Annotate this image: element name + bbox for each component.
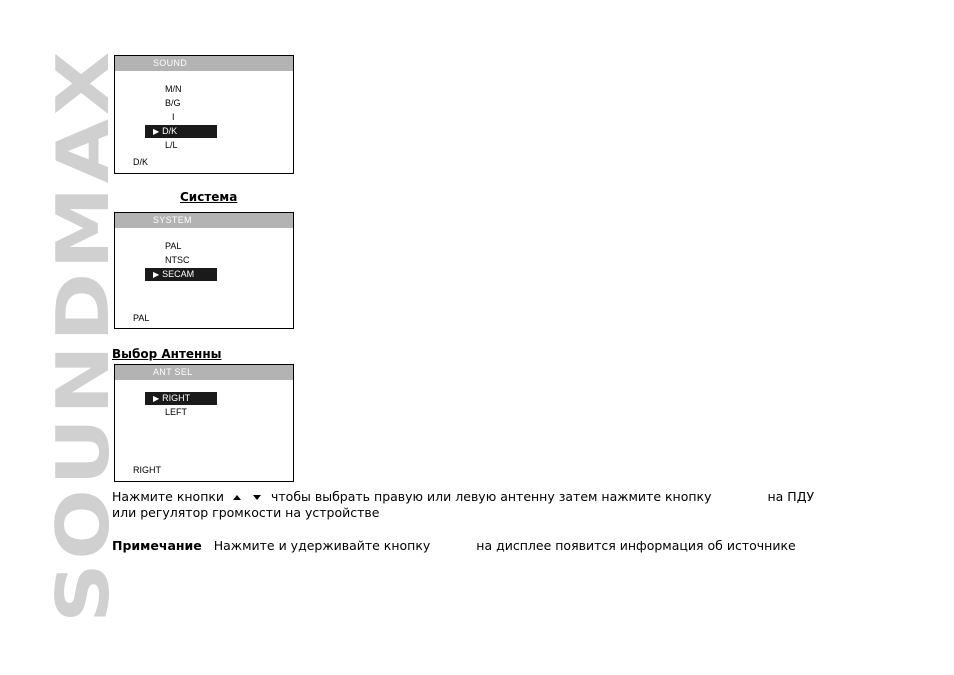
soundmax-brand-logo (41, 45, 125, 625)
instruction-text-end: на ПДУ (767, 489, 815, 504)
sound-option-mn: M/N (165, 84, 182, 94)
system-current-value: PAL (133, 313, 150, 323)
system-option-ntsc: NTSC (165, 255, 190, 265)
system-section-title: Система (180, 190, 238, 204)
selection-arrow-icon: ▶ (153, 270, 160, 279)
sound-option-bg: B/G (165, 98, 181, 108)
sound-option-dk: ▶ D/K (145, 125, 217, 138)
antenna-section-title: Выбор Антенны (112, 347, 222, 361)
sound-menu-screen (114, 55, 294, 174)
system-menu-header: SYSTEM (115, 213, 293, 228)
system-menu-screen (114, 212, 294, 329)
note-label: Примечание (112, 538, 202, 553)
selection-arrow-icon: ▶ (153, 127, 160, 136)
note-line (112, 538, 796, 553)
antenna-option-left: LEFT (165, 407, 188, 417)
antenna-menu-screen (114, 364, 294, 482)
instruction-text-middle: чтобы выбрать правую или левую антенну затем нажмите кнопку (271, 489, 712, 504)
antenna-option-right: ▶ RIGHT (145, 392, 217, 405)
sound-option-i: I (172, 112, 175, 122)
down-arrow-icon (253, 495, 261, 500)
up-arrow-icon (233, 495, 241, 500)
system-option-secam: ▶ SECAM (145, 268, 217, 281)
sound-menu-header: SOUND (115, 56, 293, 71)
instruction-line-2: или регулятор громкости на устройстве (112, 505, 380, 520)
selection-arrow-icon: ▶ (153, 394, 160, 403)
sound-current-value: D/K (133, 157, 149, 167)
instruction-line-1 (112, 489, 814, 504)
system-option-pal: PAL (165, 241, 182, 251)
antenna-current-value: RIGHT (133, 465, 161, 475)
note-text-start: Нажмите и удерживайте кнопку (213, 538, 431, 553)
instruction-text-start: Нажмите кнопки (112, 489, 225, 504)
note-text-end: на дисплее появится информация об источнике (476, 538, 796, 553)
sound-option-ll: L/L (165, 140, 178, 150)
brand-text: SOUNDMAX (41, 124, 125, 623)
antenna-menu-header: ANT SEL (115, 365, 293, 380)
